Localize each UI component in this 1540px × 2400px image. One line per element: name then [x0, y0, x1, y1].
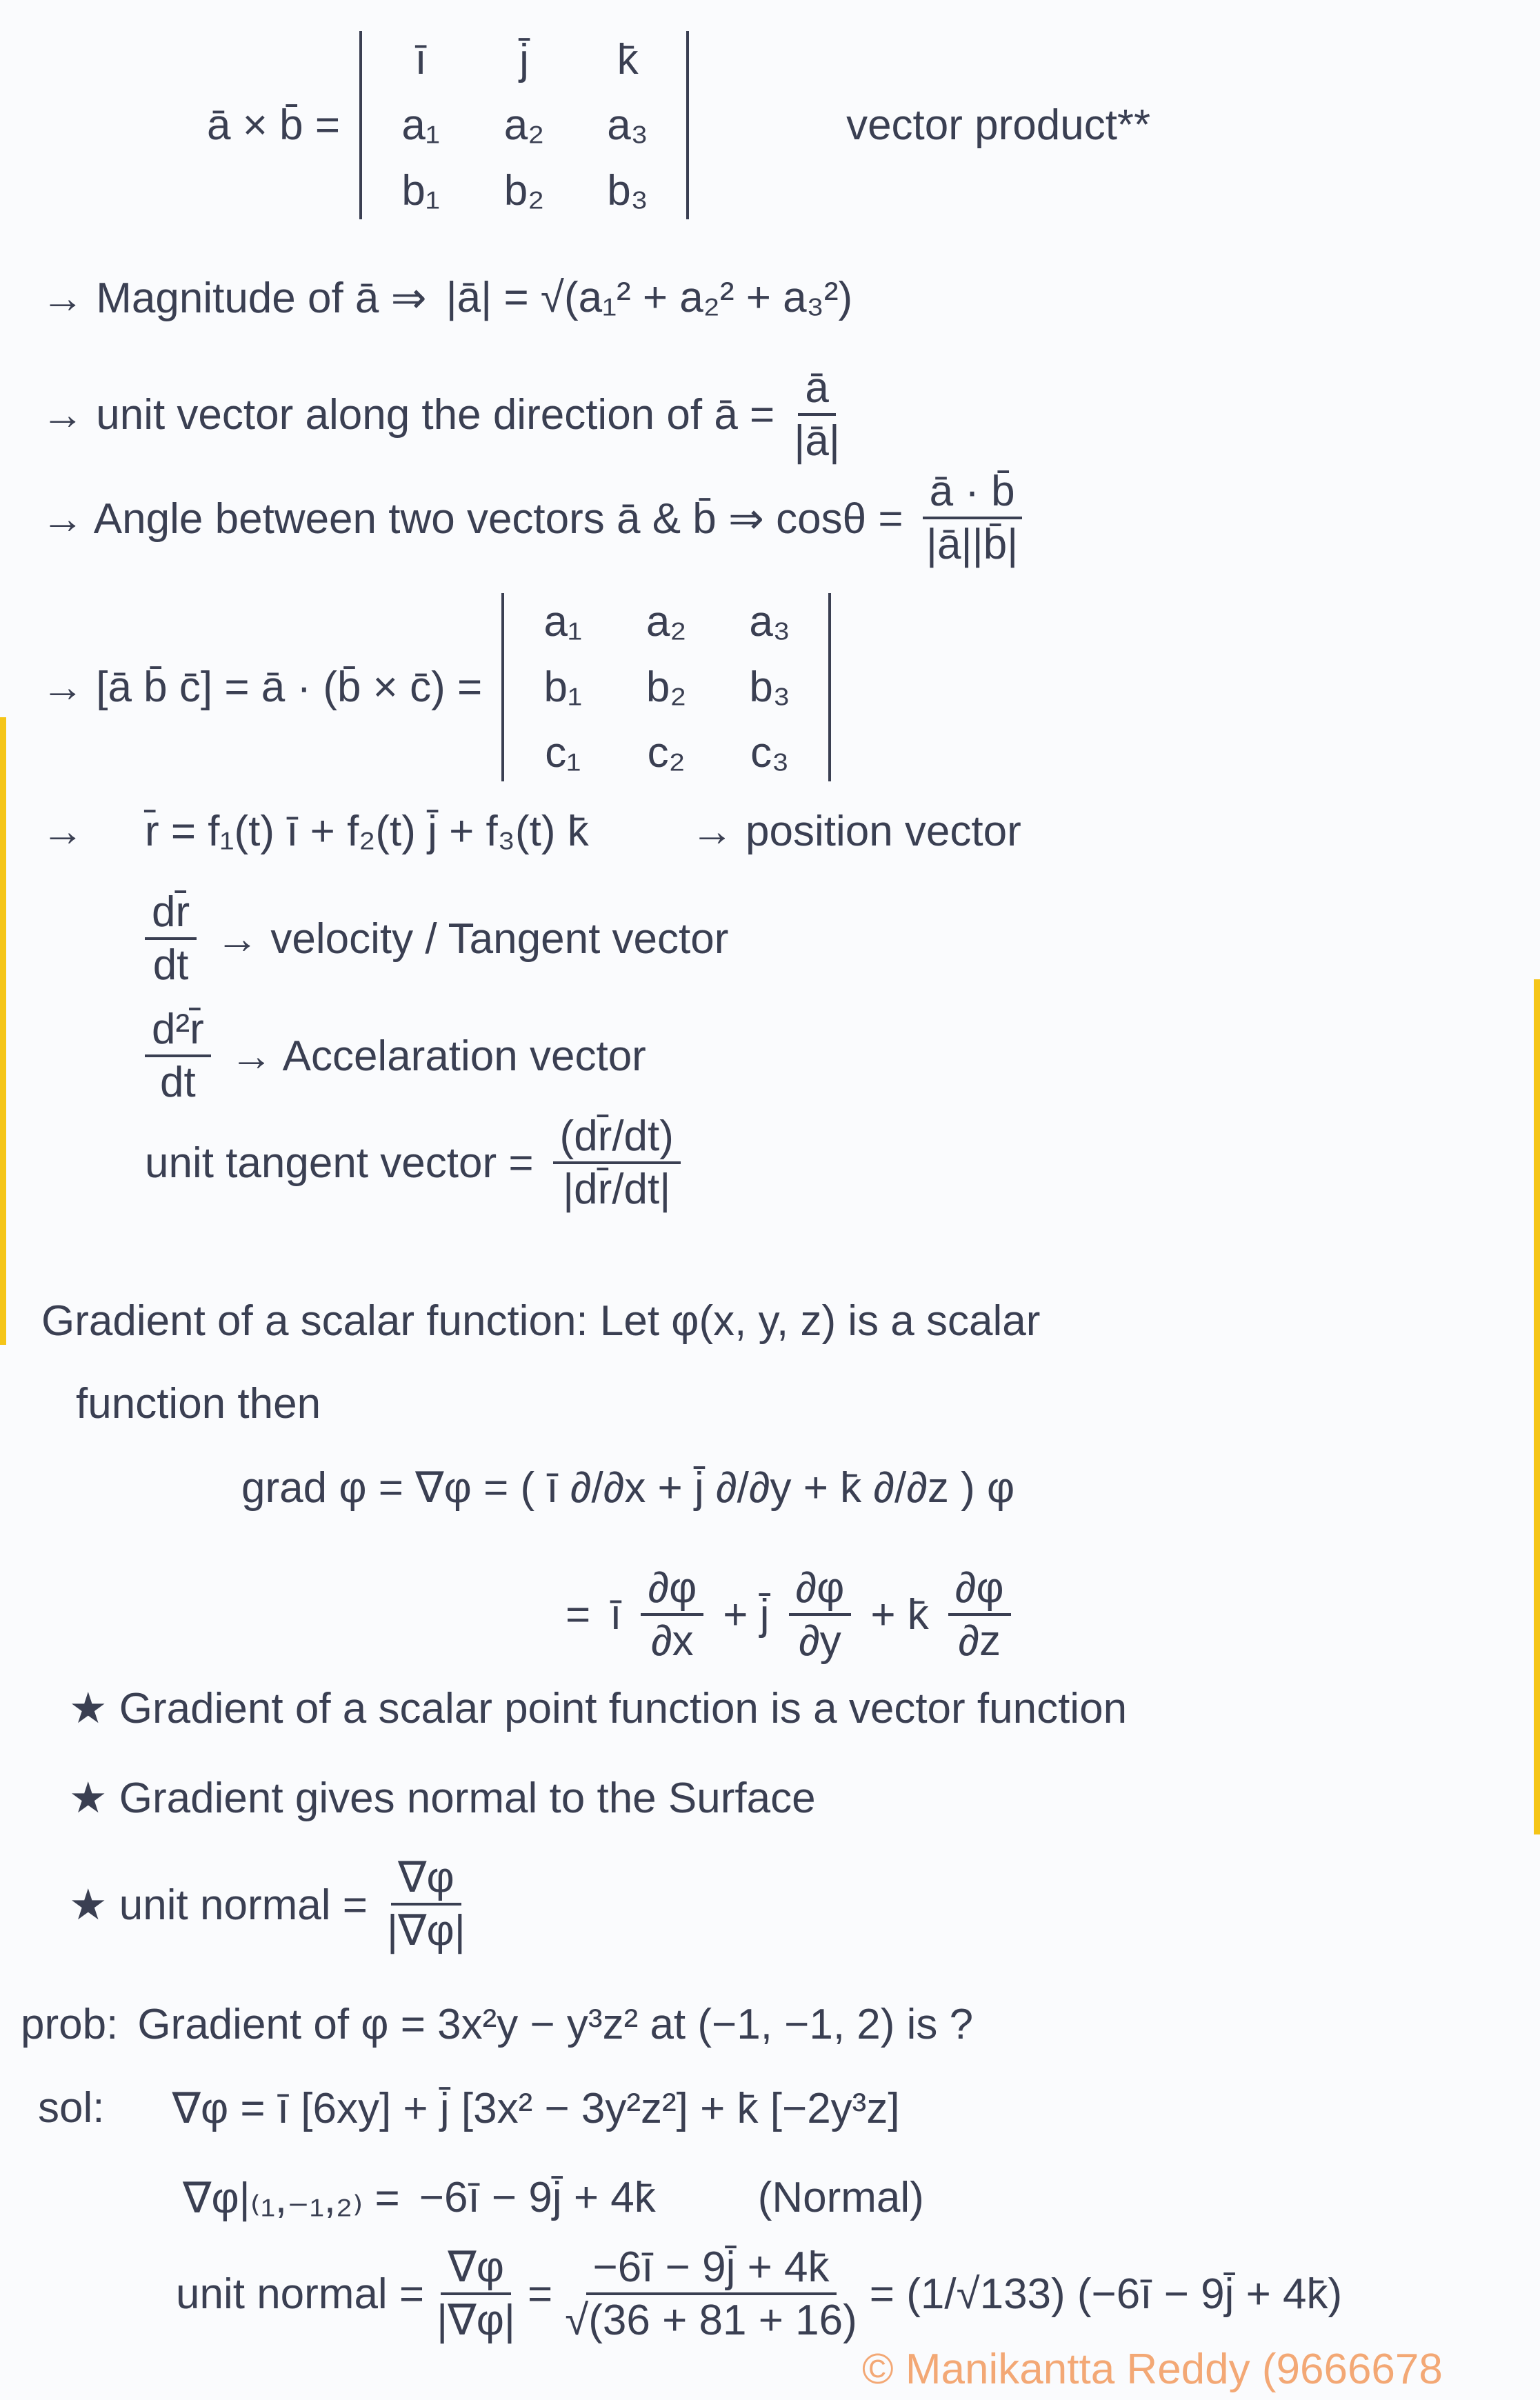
matrix-cell: c₂: [647, 729, 686, 777]
matrix-cell: ī: [414, 36, 427, 83]
position-label: → position vector: [690, 808, 1021, 855]
denominator: dt: [152, 941, 189, 990]
gradient-heading-cont: [76, 1379, 321, 1428]
solution-line-2: [183, 2172, 924, 2223]
gradient-heading-text: Gradient of a scalar function: Let φ(x, y, z) is a scalar: [41, 1297, 1041, 1345]
velocity-label: → velocity / Tangent vector: [216, 914, 729, 963]
unit-k: + k̄: [870, 1590, 929, 1639]
matrix-cell: a₂: [646, 598, 687, 646]
watermark: © Manikantta Reddy (9666678: [862, 2346, 1443, 2393]
numerator: ∇φ: [441, 2245, 511, 2295]
vector-product-label: vector product**: [846, 101, 1151, 149]
unit-normal-fraction: [387, 1855, 466, 1953]
velocity-fraction: [145, 890, 197, 988]
matrix-cell: b₃: [749, 663, 791, 711]
matrix-cell: a₃: [607, 101, 648, 149]
denominator: ∂z: [958, 1617, 1001, 1666]
margin-highlight-left: [0, 717, 6, 1345]
matrix-cell: j̄: [519, 36, 529, 83]
unit-normal-fraction-1: [437, 2245, 515, 2343]
matrix-cell: b₂: [646, 663, 687, 711]
unit-i: ī: [610, 1590, 622, 1639]
denominator: ∂y: [799, 1617, 841, 1666]
partial-y: [789, 1564, 852, 1666]
matrix-cell: b₃: [607, 167, 648, 214]
matrix-cell: b₁: [543, 663, 582, 711]
matrix-cell: b₂: [503, 167, 545, 214]
matrix-cell: a₁: [543, 598, 582, 646]
unit-tangent-text: unit tangent vector =: [145, 1139, 534, 1187]
unit-normal-result: = (1/√133) (−6ī − 9j̄ + 4k̄): [869, 2270, 1343, 2318]
grad-formula: grad φ = ∇φ = ( ī ∂/∂x + j̄ ∂/∂y + k̄ ∂/∂z ) φ: [241, 1464, 1015, 1512]
box-product-determinant: [501, 593, 831, 781]
matrix-cell: a₂: [503, 101, 545, 149]
cross-product-determinant: [359, 31, 689, 219]
matrix-cell: b₁: [401, 167, 440, 214]
cross-product-line: [207, 31, 1150, 219]
acceleration-fraction: [145, 1007, 211, 1105]
unit-vector-fraction: [794, 364, 840, 466]
solution-gradient: ∇φ = ī [6xy] + j̄ [3x² − 3y²z²] + k̄ [−2y³z]: [172, 2085, 900, 2132]
denominator: |ā|: [794, 417, 840, 466]
equals: =: [528, 2270, 553, 2318]
unit-j: + j̄: [723, 1590, 770, 1639]
magnitude-formula: |ā| = √(a₁² + a₂² + a₃²): [446, 274, 853, 321]
partial-x: [641, 1564, 703, 1666]
box-product-lhs: → [ā b̄ c̄] = ā · (b̄ × c̄) =: [41, 663, 483, 711]
magnitude-line: [41, 272, 852, 323]
unit-vector-line: [41, 364, 840, 466]
solution-line-1: [38, 2083, 900, 2133]
problem-label: prob:: [21, 2001, 119, 2048]
angle-fraction: [923, 469, 1022, 567]
unit-vector-text: → unit vector along the direction of ā =: [41, 390, 775, 439]
numerator: d²r̄: [145, 1007, 211, 1057]
matrix-cell: a₁: [401, 101, 440, 149]
unit-tangent-line: [145, 1114, 681, 1212]
grad-definition: [241, 1462, 1014, 1512]
numerator: (dr̄/dt): [553, 1114, 681, 1164]
denominator: |ā||b̄|: [926, 521, 1019, 569]
gradient-heading-text2: function then: [76, 1380, 321, 1428]
note-2: [69, 1772, 816, 1823]
equals: =: [566, 1590, 591, 1639]
magnitude-text: → Magnitude of ā ⇒: [41, 274, 427, 322]
solution-label: sol:: [38, 2084, 105, 2132]
gradient-at-point: ∇φ|₍₁,₋₁,₂₎ =: [183, 2174, 400, 2222]
numerator: ∇φ: [391, 1855, 461, 1906]
margin-highlight-right: [1534, 979, 1540, 1834]
arrow: →: [41, 808, 84, 855]
numerator: dr̄: [145, 890, 197, 940]
denominator: |∇φ|: [437, 2297, 516, 2345]
acceleration-line: [145, 1007, 646, 1105]
angle-text: → Angle between two vectors ā & b̄ ⇒ cosθ =: [41, 494, 903, 543]
matrix-cell: c₃: [750, 729, 790, 777]
problem-line: [21, 2000, 973, 2049]
angle-line: [41, 469, 1022, 567]
denominator: |∇φ|: [386, 1907, 466, 1955]
gradient-value: −6ī − 9j̄ + 4k̄: [419, 2174, 656, 2221]
matrix-cell: k̄: [617, 36, 639, 83]
acceleration-label: → Accelaration vector: [230, 1032, 646, 1080]
solution-line-3: [176, 2245, 1342, 2343]
denominator: √(36 + 81 + 16): [565, 2297, 857, 2345]
matrix-cell: a₃: [749, 598, 791, 646]
note-text: ★ Gradient of a scalar point function is a vector function: [69, 1685, 1128, 1732]
velocity-line: [145, 890, 728, 988]
denominator: dt: [160, 1059, 196, 1107]
matrix-cell: c₁: [545, 729, 581, 777]
numerator: ā: [798, 366, 835, 416]
numerator: −6ī − 9j̄ + 4k̄: [586, 2245, 837, 2295]
unit-tangent-fraction: [553, 1114, 681, 1212]
note-1: [69, 1683, 1127, 1733]
unit-normal-text: unit normal =: [176, 2270, 425, 2318]
problem-text: Gradient of φ = 3x²y − y³z² at (−1, −1, 2) is ?: [137, 2001, 974, 2048]
grad-expanded: [566, 1564, 1011, 1666]
unit-normal-fraction-2: [565, 2245, 857, 2343]
denominator: |dr̄/dt|: [563, 1166, 671, 1214]
cross-product-lhs: ā × b̄ =: [207, 101, 341, 149]
note-text: ★ Gradient gives normal to the Surface: [69, 1774, 816, 1822]
numerator: ∂φ: [789, 1566, 852, 1616]
unit-normal-definition: [69, 1855, 466, 1953]
numerator: ∂φ: [948, 1566, 1011, 1616]
numerator: ā · b̄: [923, 469, 1022, 519]
unit-normal-text: ★ unit normal =: [69, 1881, 368, 1929]
position-vector-line: [41, 807, 1021, 856]
box-product-line: [41, 593, 831, 781]
normal-note: (Normal): [757, 2174, 924, 2221]
gradient-heading: [41, 1297, 1040, 1346]
position-formula: r̄ = f₁(t) ī + f₂(t) j̄ + f₃(t) k̄: [145, 808, 589, 855]
denominator: ∂x: [651, 1617, 694, 1666]
partial-z: [948, 1564, 1011, 1666]
numerator: ∂φ: [641, 1566, 703, 1616]
